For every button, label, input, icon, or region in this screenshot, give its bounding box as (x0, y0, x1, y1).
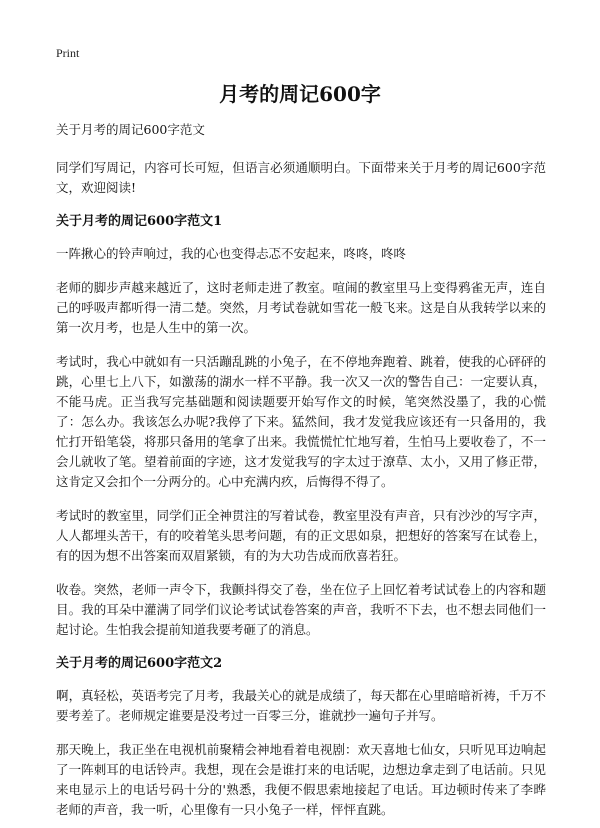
page-title: 月考的周记600字 (219, 82, 381, 106)
article-body (56, 120, 546, 828)
paragraph: 收卷。突然，老师一声令下，我颤抖得交了卷，坐在位子上回忆着考试试卷上的内容和题目。我的耳朵中灌满了同学们议论考试试卷答案的声音，我听不下去，也不想去同他们一起讨论。生怕我会提前知道我要考砸了的消息。 (56, 582, 546, 637)
print-link[interactable]: Print (56, 46, 80, 60)
section-heading-1: 关于月考的周记600字范文1 (56, 214, 223, 229)
paragraph: 老师的脚步声越来越近了，这时老师走进了教室。喧闹的教室里马上变得鸦雀无声，连自己的呼吸声都听得一清二楚。突然，月考试卷就如雪花一般飞来。这是自从我转学以来的第一次月考，也是人生中的第一次。 (56, 280, 546, 335)
paragraph: 考试时，我心中就如有一只活蹦乱跳的小兔子，在不停地奔跑着、跳着，使我的心砰砰的跳，心里七上八下，如激荡的湖水一样不平静。我一次又一次的警告自己：一定要认真，不能马虎。正当我写完基础题和阅读题要开始写作文的时候，笔突然没墨了，我的心慌了：怎么办。我该怎么办呢?我停了下来。猛然间，我才发觉我应该还有一只备用的，我忙打开铅笔袋，将那只备用的笔拿了出来。我慌慌忙忙地写着，生怕马上要收卷了，不一会儿就收了笔。望着前面的字迹，这才发觉我写的字太过于潦草、太小，又用了修正带，这肯定又会扣个一分两分的。心中充满内疚，后悔得不得了。 (56, 354, 546, 489)
article-subtitle: 关于月考的周记600字范文 (56, 122, 205, 137)
paragraph: 啊，真轻松，英语考完了月考，我最关心的就是成绩了，每天都在心里暗暗祈祷，千万不要考差了。老师规定谁要是没考过一百零三分，谁就抄一遍句子并写。 (56, 688, 546, 723)
paragraph: 考试时的教室里，同学们正全神贯注的写着试卷，教室里没有声音，只有沙沙的写字声，人人都埋头苦干，有的咬着笔头思考问题，有的正文思如泉，把想好的答案写在试卷上，有的因为想不出答案而双眉紧锁，有的为大功告成而欣喜若狂。 (56, 508, 546, 563)
paragraph: 那天晚上，我正坐在电视机前聚精会神地看着电视剧：欢天喜地七仙女，只听见耳边响起了一阵刺耳的电话铃声。我想，现在会是谁打来的电话呢，边想边拿走到了电话前。只见来电显示上的电话号码十分的'熟悉，我便不假思索地接起了电话。耳边顿时传来了李晔老师的声音，我一听，心里像有一只小兔子一样，怦怦直跳。 (56, 742, 546, 817)
paragraph: 一阵揪心的铃声响过，我的心也变得忐忑不安起来，咚咚，咚咚 (56, 246, 407, 261)
section-heading-2: 关于月考的周记600字范文2 (56, 656, 223, 671)
intro-paragraph: 同学们写周记，内容可长可短，但语言必须通顺明白。下面带来关于月考的周记600字范文，欢迎阅读! (56, 160, 546, 195)
